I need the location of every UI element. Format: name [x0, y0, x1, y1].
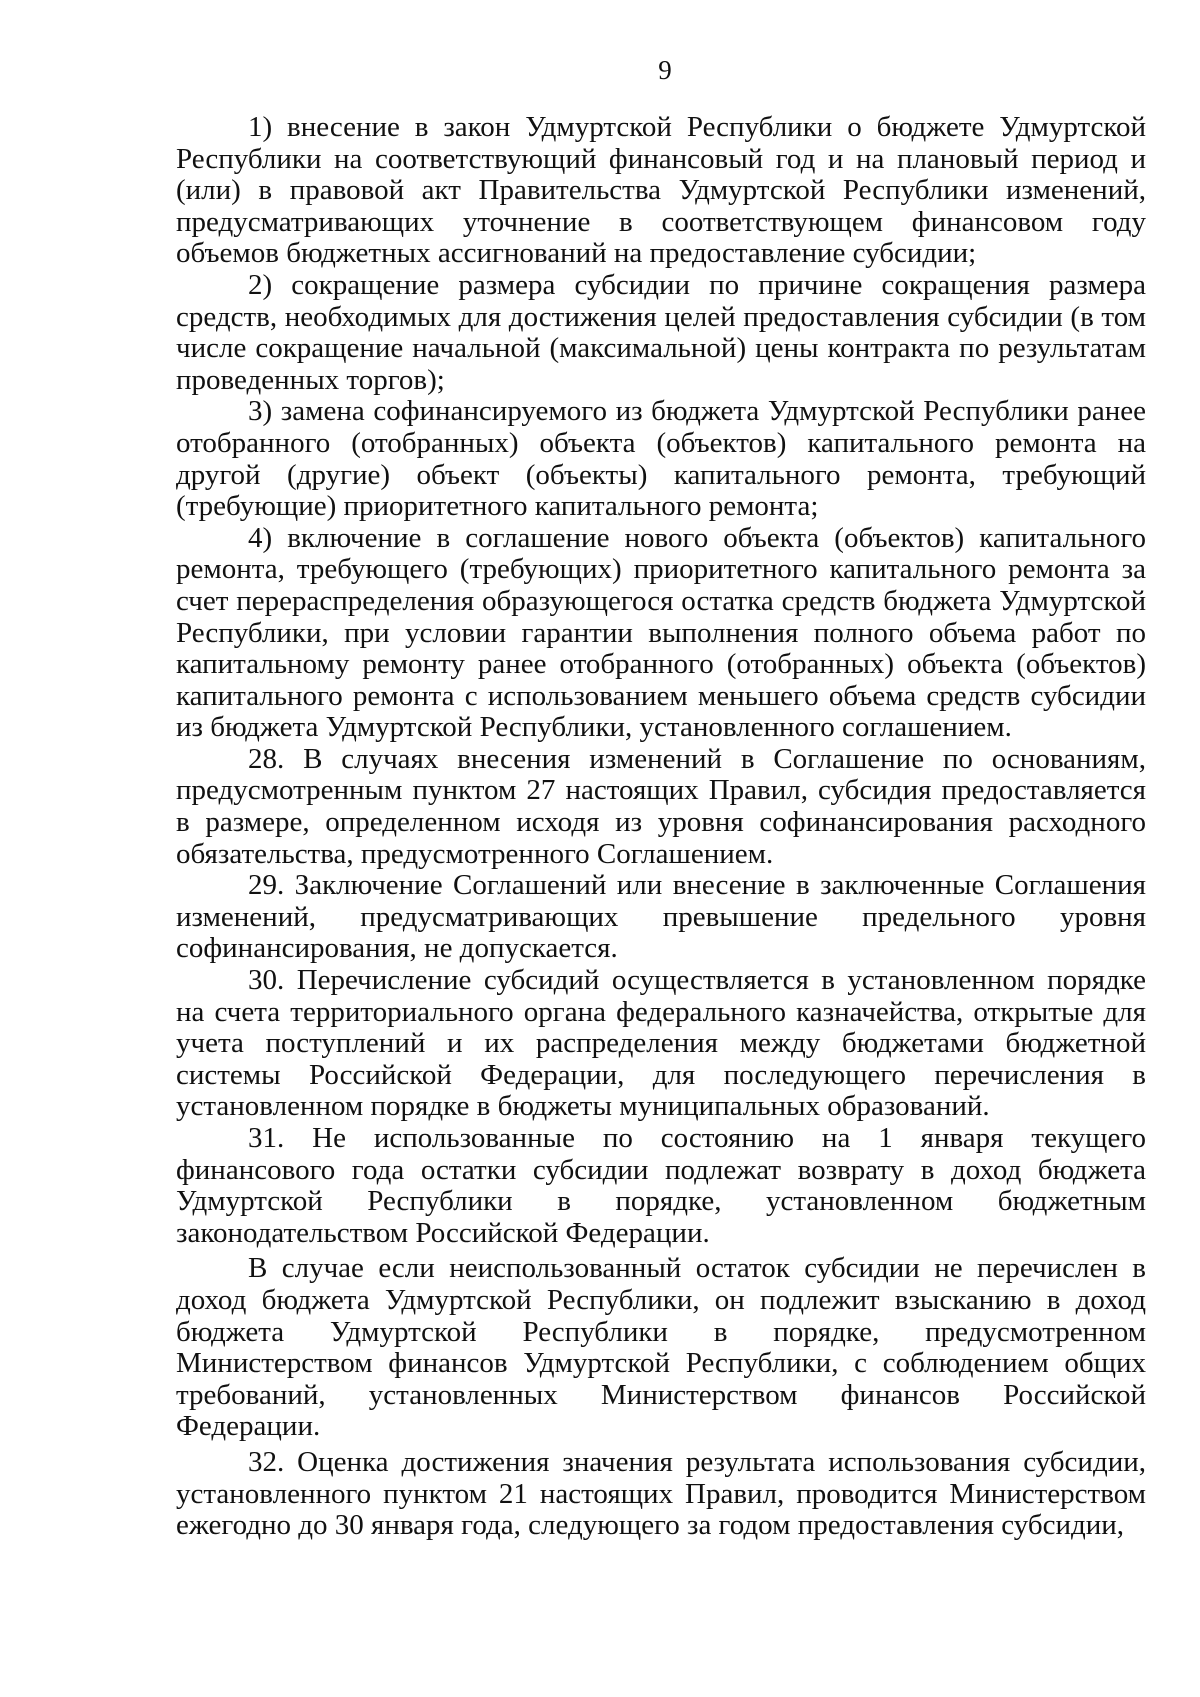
paragraph-item-2: 2) сокращение размера субсидии по причине сокращения размера средств, необходимых для достижения целей предоставления субсидии (в том числе сокращение начальной (максимальной) цены контракта по результатам проведенных торгов);	[176, 268, 1146, 396]
paragraph-item-3: 3) замена софинансируемого из бюджета Удмуртской Республики ранее отобранного (отобранных) объекта (объектов) капитального ремонта на другой (другие) объект (объекты) капитального ремонта, требующий (требующие) приоритетного капитального ремонта;	[176, 395, 1146, 523]
paragraph-item-1: 1) внесение в закон Удмуртской Республики о бюджете Удмуртской Республики на соответствующий финансовый год и на плановый период и (или) в правовой акт Правительства Удмуртской Республики изменений, предусматривающих уточнение в соответствующем финансовом году объемов бюджетных ассигнований на предоставление субсидии;	[176, 111, 1146, 270]
document-body	[176, 112, 1146, 1542]
paragraph-item-4: 4) включение в соглашение нового объекта (объектов) капитального ремонта, требующего (требующих) приоритетного капитального ремонта за счет перераспределения образующегося остатка средств бюджета Удмуртской Республики, при условии гарантии выполнения полного объема работ по капитальному ремонту ранее отобранного (отобранных) объекта (объектов) капитального ремонта с использованием меньшего объема средств субсидии из бюджета Удмуртской Республики, установленного соглашением.	[176, 521, 1146, 744]
paragraph-clause-30: 30. Перечисление субсидий осуществляется в установленном порядке на счета территориального органа федерального казначейства, открытые для учета поступлений и их распределения между бюджетами бюджетной системы Российской Федерации, для последующего перечисления в установленном порядке в бюджеты муниципальных образований.	[176, 964, 1146, 1123]
paragraph-clause-29: 29. Заключение Соглашений или внесение в заключенные Соглашения изменений, предусматривающих превышение предельного уровня софинансирования, не допускается.	[176, 869, 1146, 965]
paragraph-clause-31-continuation: В случае если неиспользованный остаток субсидии не перечислен в доход бюджета Удмуртской Республики, он подлежит взысканию в доход бюджета Удмуртской Республики в порядке, предусмотренном Министерством финансов Удмуртской Республики, с соблюдением общих требований, установленных Министерством финансов Российской Федерации.	[176, 1252, 1146, 1443]
paragraph-clause-28: 28. В случаях внесения изменений в Соглашение по основаниям, предусмотренным пунктом 27 настоящих Правил, субсидия предоставляется в размере, определенном исходя из уровня софинансирования расходного обязательства, предусмотренного Соглашением.	[176, 742, 1146, 870]
paragraph-clause-32: 32. Оценка достижения значения результата использования субсидии, установленного пунктом 21 настоящих Правил, проводится Министерством ежегодно до 30 января года, следующего за годом предоставления субсидии,	[176, 1445, 1146, 1542]
paragraph-clause-31: 31. Не использованные по состоянию на 1 января текущего финансового года остатки субсидии подлежат возврату в доход бюджета Удмуртской Республики в порядке, установленном бюджетным законодательством Российской Федерации.	[176, 1122, 1146, 1249]
page-number: 9	[658, 55, 672, 85]
